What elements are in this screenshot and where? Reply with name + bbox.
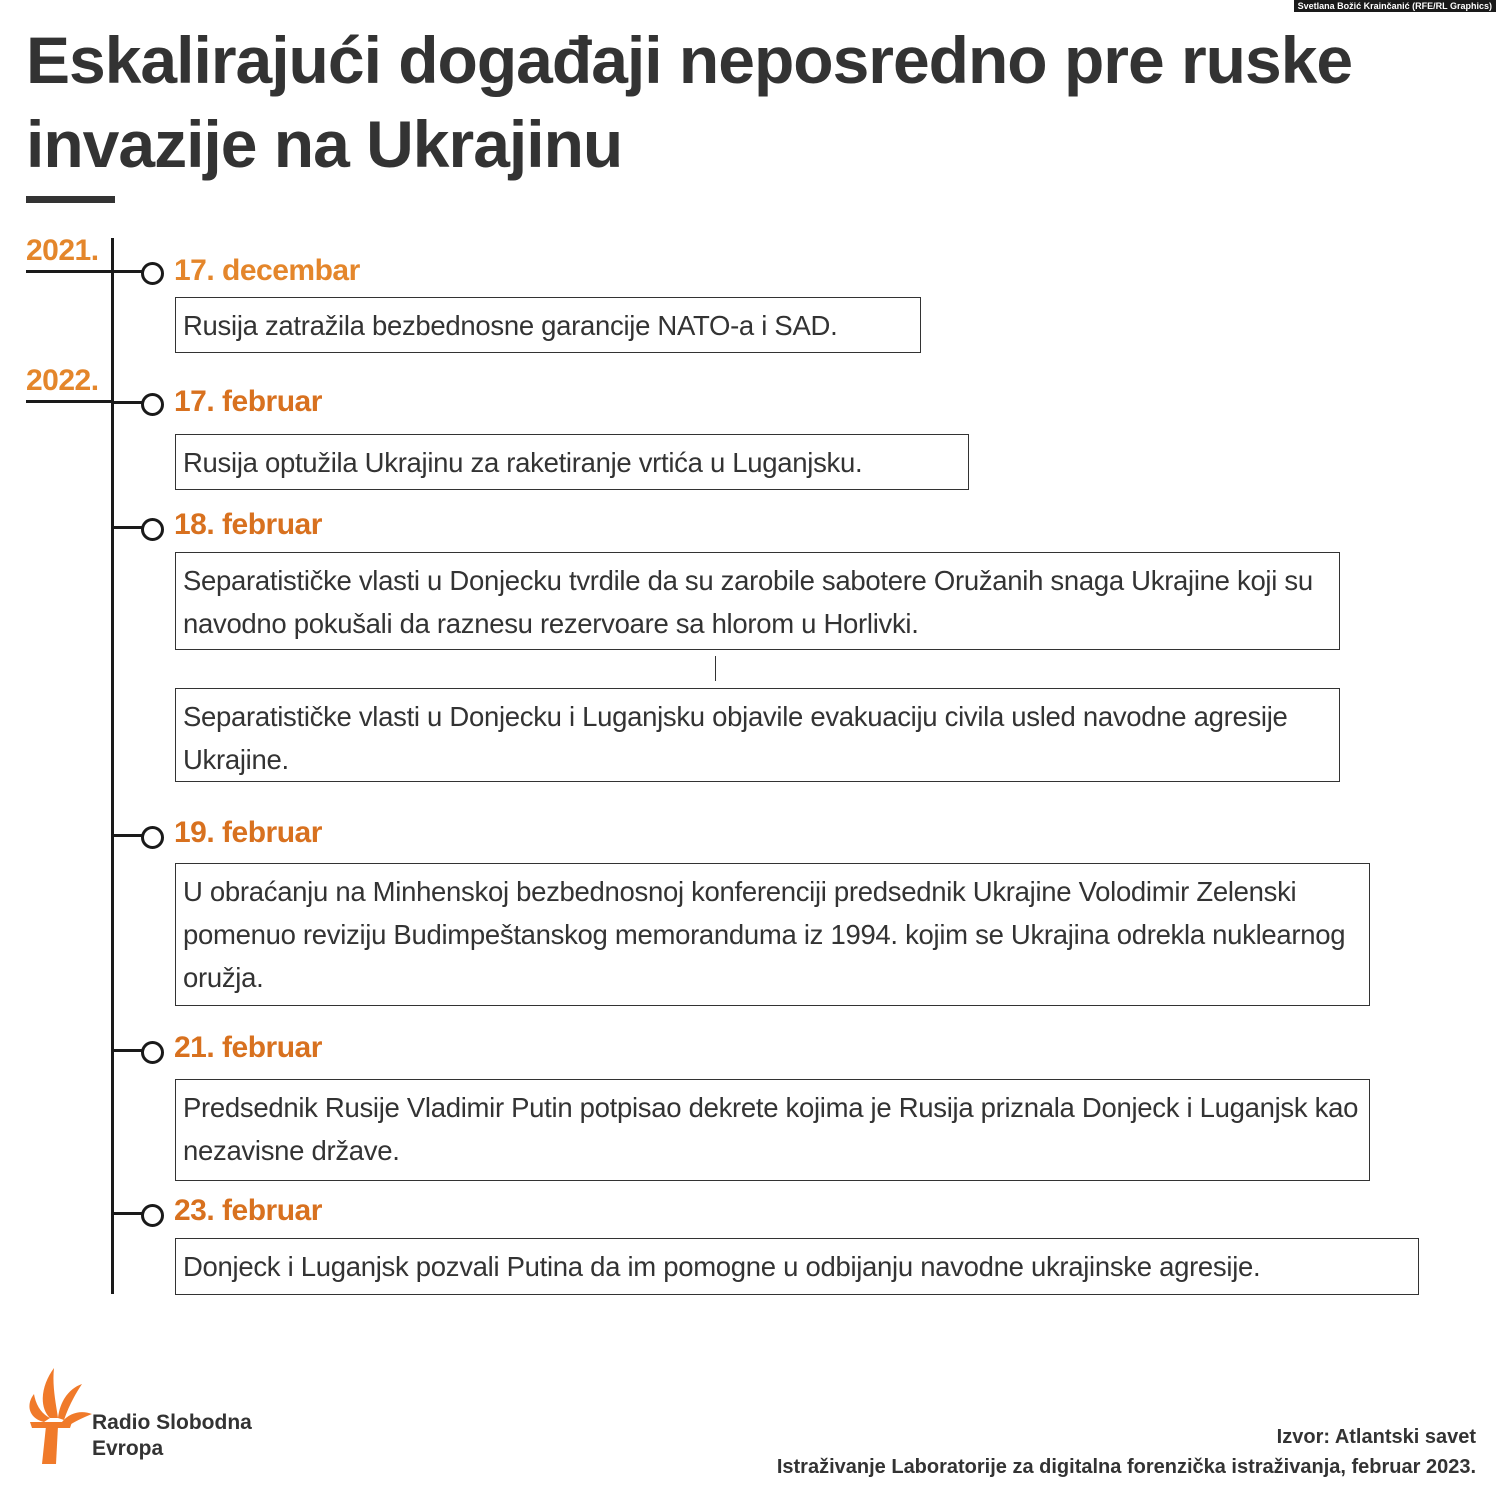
brand-name	[92, 1410, 252, 1462]
event-box: Separatističke vlasti u Donjecku tvrdile da su zarobile sabotere Oružanih snaga Ukrajine koji su navodno pokušali da raznesu rezervoare sa hlorom u Horlivki.	[175, 552, 1340, 650]
year-2021-line	[26, 270, 114, 273]
timeline-node	[141, 826, 164, 849]
timeline-tick	[114, 526, 142, 529]
timeline-tick	[114, 270, 142, 273]
timeline-node	[141, 1204, 164, 1227]
timeline-tick	[114, 401, 142, 404]
event-box: U obraćanju na Minhenskoj bezbednosnoj konferenciji predsednik Ukrajine Volodimir Zelenski pomenuo reviziju Budimpeštanskog memoranduma iz 1994. kojim se Ukrajina odrekla nuklearnog oružja.	[175, 863, 1370, 1006]
event-date: 17. decembar	[174, 254, 360, 287]
source-note	[777, 1422, 1476, 1482]
timeline-tick	[114, 1049, 142, 1052]
event-date: 23. februar	[174, 1194, 322, 1227]
timeline-node	[141, 518, 164, 541]
credit-label: Svetlana Božić Krainčanić (RFE/RL Graphics)	[1294, 0, 1496, 12]
event-date: 18. februar	[174, 508, 322, 541]
year-2022-line	[26, 400, 114, 403]
event-box: Rusija optužila Ukrajinu za raketiranje vrtića u Luganjsku.	[175, 434, 969, 490]
source-line-1: Izvor: Atlantski savet	[1276, 1426, 1476, 1448]
event-box: Predsednik Rusije Vladimir Putin potpisao dekrete kojima je Rusija priznala Donjeck i Luganjsk kao nezavisne države.	[175, 1079, 1370, 1181]
timeline-node	[141, 1041, 164, 1064]
title-underline	[26, 196, 115, 203]
event-date: 17. februar	[174, 385, 322, 418]
rfe-torch-logo-icon	[24, 1364, 94, 1468]
event-date: 19. februar	[174, 816, 322, 849]
page-title: Eskalirajući događaji neposredno pre ruske invazije na Ukrajinu	[26, 23, 1353, 181]
source-line-2: Istraživanje Laboratorije za digitalna forenzička istraživanja, februar 2023.	[776, 1456, 1476, 1478]
timeline-tick	[114, 1212, 142, 1215]
timeline-spine	[111, 238, 114, 1294]
timeline-node	[141, 393, 164, 416]
event-box: Donjeck i Luganjsk pozvali Putina da im pomogne u odbijanju navodne ukrajinske agresije.	[175, 1238, 1419, 1295]
year-2022-label: 2022.	[26, 364, 99, 397]
event-box: Separatističke vlasti u Donjecku i Luganjsku objavile evakuaciju civila usled navodne agresije Ukrajine.	[175, 688, 1340, 782]
timeline-tick	[114, 834, 142, 837]
event-connector	[715, 656, 716, 681]
timeline-node	[141, 262, 164, 285]
event-date: 21. februar	[174, 1031, 322, 1064]
brand-line-1: Radio Slobodna	[92, 1411, 252, 1434]
brand-line-2: Evropa	[92, 1437, 164, 1460]
year-2021-label: 2021.	[26, 234, 99, 267]
event-box: Rusija zatražila bezbednosne garancije NATO-a i SAD.	[175, 297, 921, 353]
